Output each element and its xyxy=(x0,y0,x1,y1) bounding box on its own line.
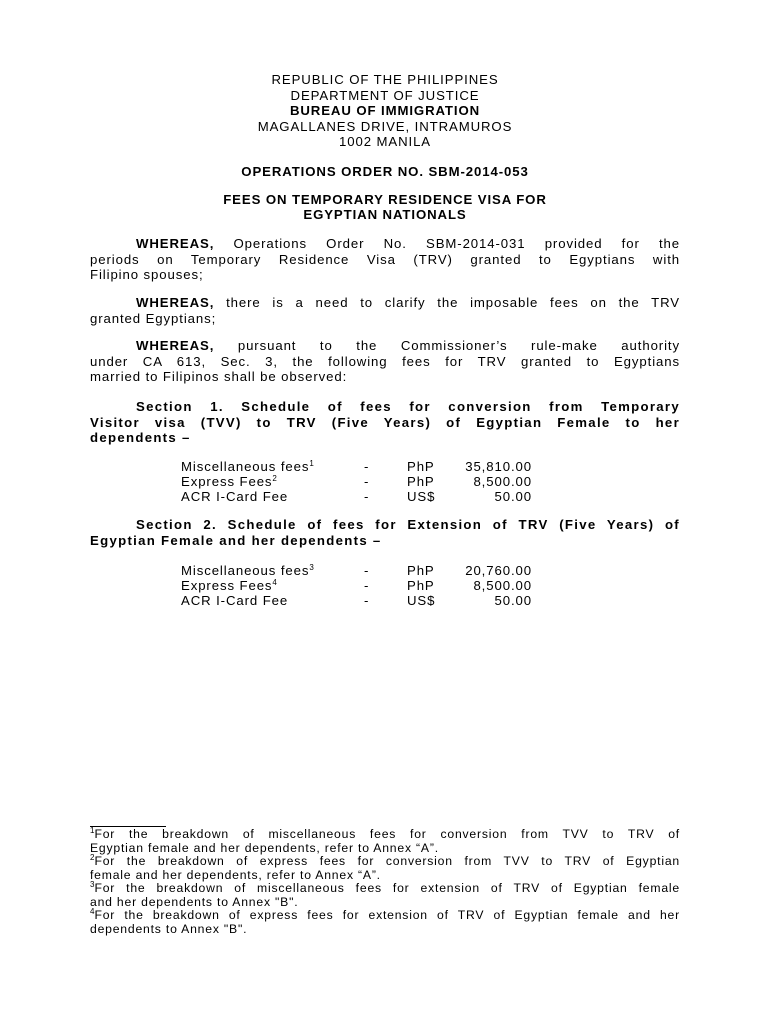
footnote-1: $^1$For the breakdown of miscellaneous fees for conversion from TVV to TRV of Egyptian female and her dependents, refer to Annex “A”. xyxy=(90,826,680,855)
fee-dash: - xyxy=(364,563,370,578)
fee-label: ACR I-Card Fee xyxy=(181,593,289,608)
fee-dash: - xyxy=(364,593,370,608)
fee-amount: 35,810.00 xyxy=(465,459,532,474)
fee-currency: PhP xyxy=(407,563,435,578)
footnote-4: $^4$For the breakdown of express fees for extension of TRV of Egyptian female and her dependents to Annex "B". xyxy=(90,907,680,936)
footnote-ref: 2 xyxy=(272,474,277,483)
fee-dash: - xyxy=(364,474,370,489)
whereas-clause-2: WHEREAS, there is a need to clarify the imposable fees on the TRV granted Egyptians; xyxy=(90,295,680,326)
subject-line-1: FEES ON TEMPORARY RESIDENCE VISA FOR xyxy=(223,192,547,207)
header-address: MAGALLANES DRIVE, INTRAMUROS xyxy=(257,119,513,134)
whereas-clause-1: WHEREAS, Operations Order No. SBM-2014-031 provided for the periods on Temporary Residence Visa (TRV) granted to Egyptians with Filipino spouses; xyxy=(90,236,680,282)
fee-label: Miscellaneous fees$^1$ xyxy=(181,459,314,474)
fee-amount: 50.00 xyxy=(494,489,532,504)
header-city: 1002 MANILA xyxy=(339,134,431,149)
fee-label: Express Fees$^2$ xyxy=(181,474,277,489)
fee-currency: US$ xyxy=(407,489,436,504)
fee-amount: 8,500.00 xyxy=(473,578,532,593)
fee-amount: 8,500.00 xyxy=(473,474,532,489)
fee-currency: US$ xyxy=(407,593,436,608)
footnote-2: $^2$For the breakdown of express fees for conversion from TVV to TRV of Egyptian female and her dependents, refer to Annex “A”. xyxy=(90,853,680,882)
fee-currency: PhP xyxy=(407,459,435,474)
order-title: OPERATIONS ORDER NO. SBM-2014-053 xyxy=(241,164,529,179)
whereas-lead: WHEREAS, xyxy=(136,236,215,251)
whereas-clause-3: WHEREAS, pursuant to the Commissioner’s rule-make authority under CA 613, Sec. 3, the following fees for TRV granted to Egyptians married to Filipinos shall be observed: xyxy=(90,338,680,384)
whereas-lead: WHEREAS, xyxy=(136,338,215,353)
fee-label: Miscellaneous fees$^3$ xyxy=(181,563,314,578)
footnote-ref: 3 xyxy=(309,563,314,572)
footnote-3: $^3$For the breakdown of miscellaneous fees for extension of TRV of Egyptian female and her dependents to Annex "B". xyxy=(90,880,680,909)
fee-amount: 20,760.00 xyxy=(465,563,532,578)
fee-dash: - xyxy=(364,489,370,504)
footnote-ref: 1 xyxy=(309,459,314,468)
footnote-ref: 4 xyxy=(272,578,277,587)
fee-currency: PhP xyxy=(407,474,435,489)
fee-dash: - xyxy=(364,459,370,474)
fee-label: ACR I-Card Fee xyxy=(181,489,289,504)
header-bureau: BUREAU OF IMMIGRATION xyxy=(289,103,481,118)
header-department: DEPARTMENT OF JUSTICE xyxy=(290,88,480,103)
section-1-heading: Section 1. Schedule of fees for conversion from Temporary Visitor visa (TVV) to TRV (Five Years) of Egyptian Female to her dependents – xyxy=(90,399,680,445)
section-2-heading: Section 2. Schedule of fees for Extension of TRV (Five Years) of Egyptian Female and her dependents – xyxy=(90,517,680,548)
whereas-lead: WHEREAS, xyxy=(136,295,215,310)
fee-label: Express Fees$^4$ xyxy=(181,578,277,593)
fee-currency: PhP xyxy=(407,578,435,593)
fee-amount: 50.00 xyxy=(494,593,532,608)
header-republic: REPUBLIC OF THE PHILIPPINES xyxy=(271,72,499,87)
fee-dash: - xyxy=(364,578,370,593)
subject-line-2: EGYPTIAN NATIONALS xyxy=(303,207,467,222)
